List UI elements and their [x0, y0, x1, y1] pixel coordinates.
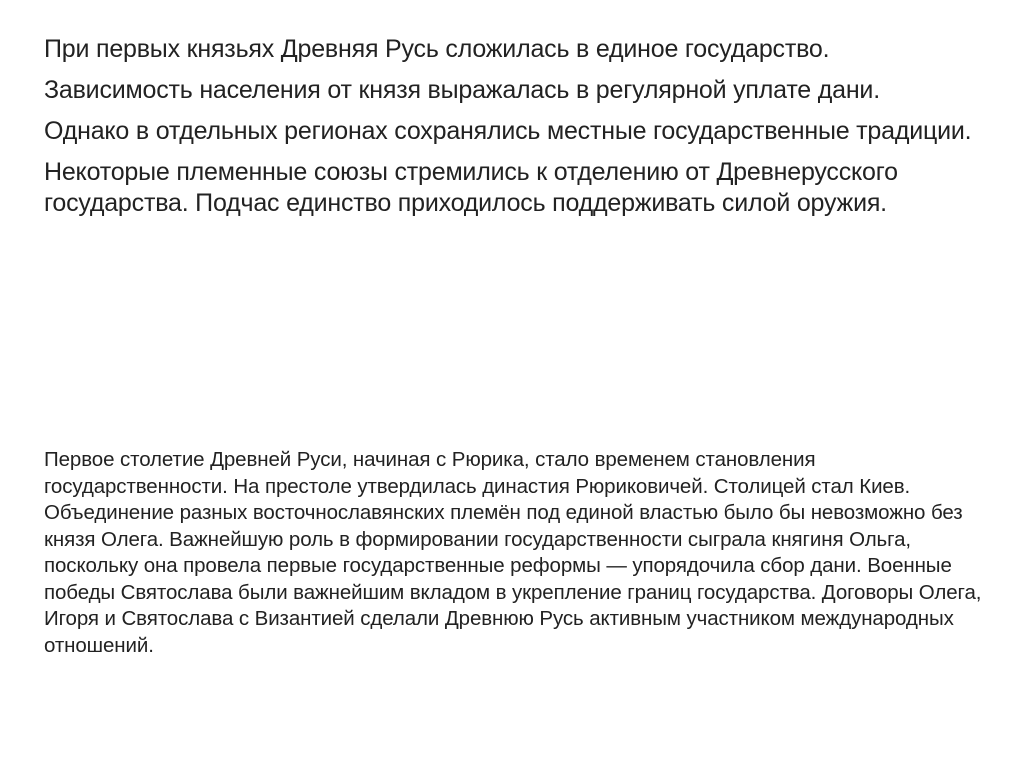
bullet-item-1: При первых князьях Древняя Русь сложилась в единое государство.	[44, 35, 830, 63]
summary-paragraph: Первое столетие Древней Руси, начиная с Рюрика, стало временем становления государственности. На престоле утвердилась династия Рюриковичей. Столицей стал Киев. Объединение разных восточнославянских племён под единой властью было бы невозможно без князя Олега. Важнейшую роль в формировании государственности сыграла княгиня Ольга, поскольку она провела первые государственные реформы — упорядочила сбор дани. Военные победы Святослава были важнейшим вкладом в укрепление границ государства. Договоры Олега, Игоря и Святослава с Византией сделали Древнюю Русь активным участником международных отношений.	[44, 448, 982, 657]
bullet-item-4: Некоторые племенные союзы стремились к отделению от Древнерусского государства. Подчас единство приходилось поддерживать силой оружия.	[44, 158, 898, 217]
bullet-item-2: Зависимость населения от князя выражалась в регулярной уплате дани.	[44, 76, 880, 104]
bullet-item-3: Однако в отдельных регионах сохранялись местные государственные традиции.	[44, 117, 972, 145]
bullet-list	[44, 34, 994, 229]
summary-text-block	[44, 447, 994, 659]
